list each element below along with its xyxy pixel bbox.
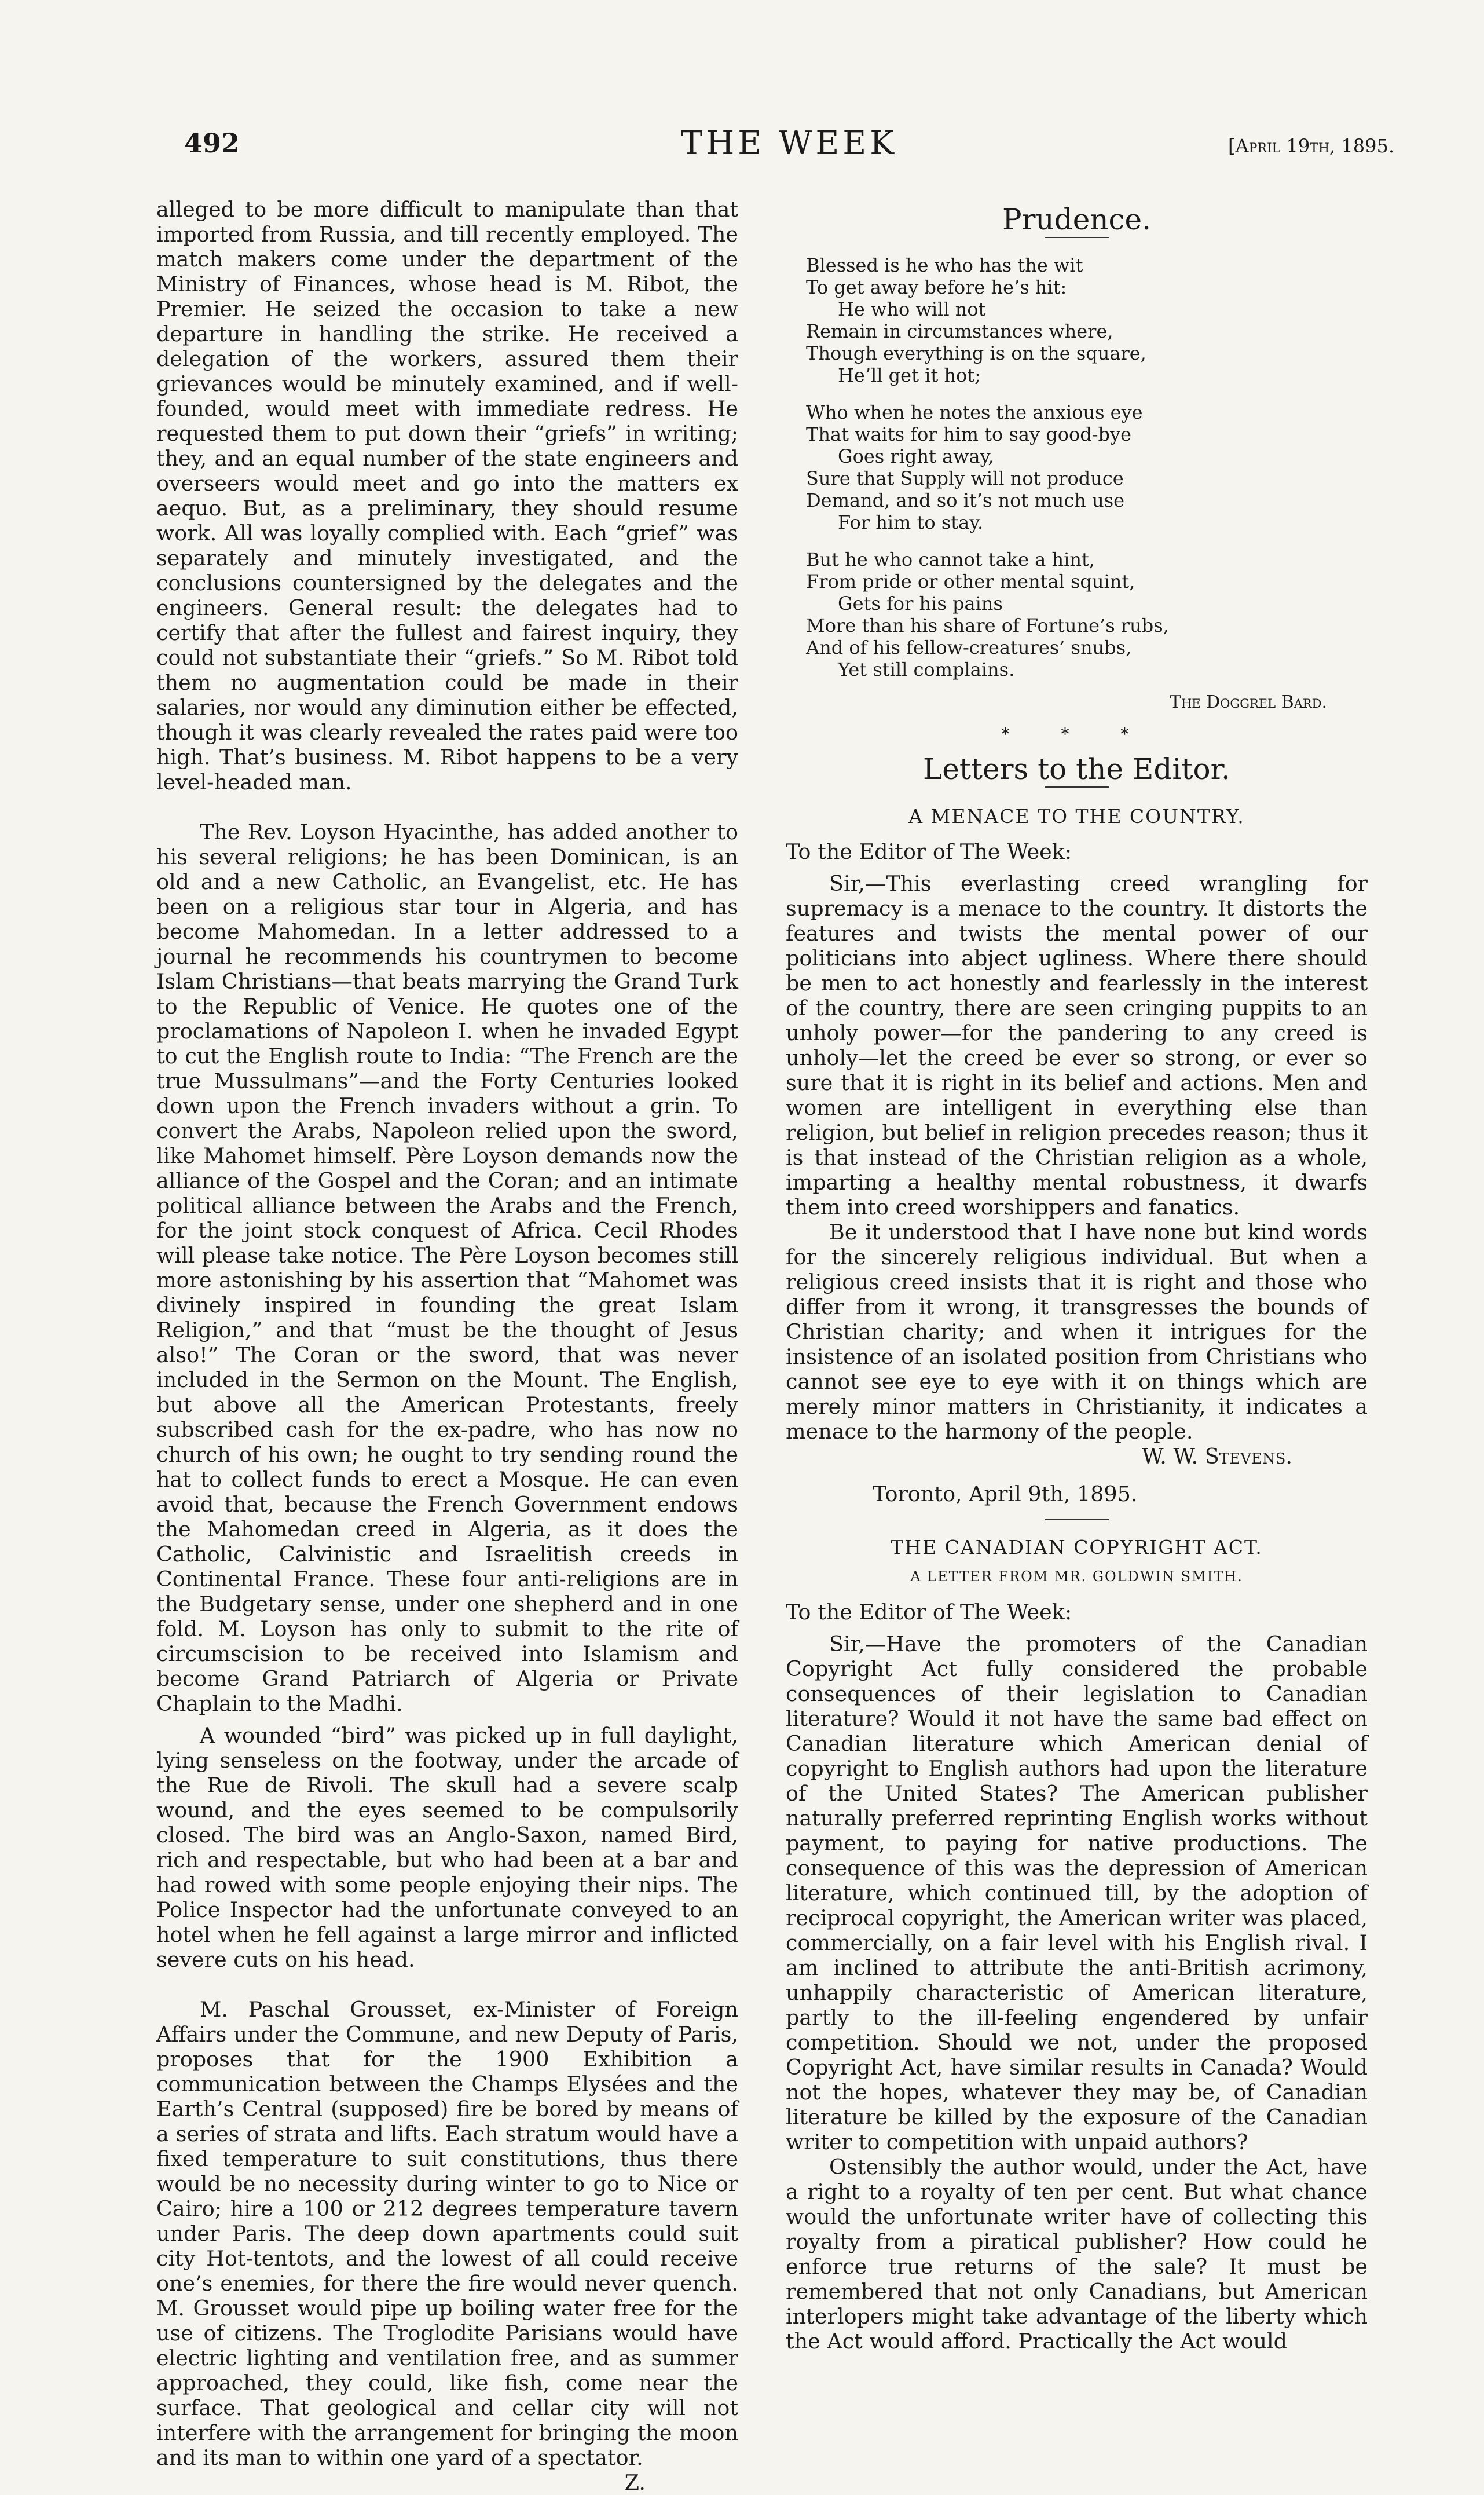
letter-dateline: Toronto, April 9th, 1895.	[873, 1481, 1138, 1506]
poem-line: From pride or other mental squint,	[806, 570, 1135, 592]
poem-author: The Doggrel Bard.	[1169, 692, 1327, 712]
poem-line: For him to stay.	[838, 511, 984, 533]
poem-title: Prudence.	[1002, 203, 1152, 236]
page-header	[184, 125, 1394, 171]
letter-salutation: To the Editor of The Week:	[786, 1600, 1072, 1625]
article-paragraph: The Rev. Loyson Hyacinthe, has added another to his several religions; he has been Dominican, is an old and a new Catholic, an Evangelist, etc. He has been on a religious star tour in Algeria, and has become Mahomedan. In a letter addressed to a journal he recommends his countrymen to become Islam Christians—that beats marrying the Grand Turk to the Republic of Venice. He quotes one of the proclamations of Napoleon I. when he invaded Egypt to cut the English route to India: “The French are the true Mussulmans”—and the Forty Centuries looked down upon the French invaders without a grin. To convert the Arabs, Napoleon relied upon the sword, like Mahomet himself. Père Loyson demands now the alliance of the Gospel and the Coran; and an intimate political alliance between the Arabs and the French, for the joint stock conquest of Africa. Cecil Rhodes will please take notice. The Père Loyson becomes still more astonishing by his assertion that “Mahomet was divinely inspired in founding the great Islam Religion,” and that “must be the thought of Jesus also!” The Coran or the sword, that was never included in the Sermon on the Mount. The English, but above all the American Protestants, freely subscribed cash for the ex-padre, who has now no church of his own; he ought to try sending round the hat to collect funds to erect a Mosque. He can even avoid that, because the French Government endows the Mahomedan creed in Algeria, as it does the Catholic, Calvinistic and Israelitish creeds in Continental France. These four anti-religions are in the Budgetary sense, under one shepherd and in one fold. M. Loyson has only to submit to the rite of circumscision to be received into Islamism and become Grand Patriarch of Algeria or Private Chaplain to the Madhi.	[156, 820, 738, 1716]
letter-signature: W. W. Stevens.	[1142, 1444, 1292, 1469]
issue-date: [April 19th, 1895.	[1228, 135, 1394, 157]
letter-paragraph: Sir,—Have the promoters of the Canadian Copyright Act fully considered the probable consequences of their legislation to Canadian literature? Would it not have the same bad effect on Canadian literature which American denial of copyright to English authors had upon the literature of the United States? The American publisher naturally preferred reprinting English works without payment, to paying for native productions. The consequence of this was the depression of American literature, which continued till, by the adoption of reciprocal copyright, the American writer was placed, commercially, on a fair level with his English rival. I am inclined to attribute the anti-British acrimony, unhappily characteristic of American literature, partly to the ill-feeling engendered by unfair competition. Should we not, under the proposed Copyright Act, have similar results in Canada? Would not the hopes, whatever they may be, of Canadian literature be killed by the exposure of the Canadian writer to competition with unpaid authors?	[786, 1631, 1368, 2154]
poem-line: Sure that Supply will not produce	[806, 467, 1124, 489]
poem-line: Though everything is on the square,	[806, 342, 1146, 364]
poem-line: He who will not	[838, 298, 986, 320]
letter-salutation: To the Editor of The Week:	[786, 839, 1072, 864]
poem-line: To get away before he’s hit:	[806, 276, 1067, 298]
article-paragraph: alleged to be more difficult to manipulate than that imported from Russia, and till recently employed. The match makers come under the department of the Ministry of Finances, whose head is M. Ribot, the Premier. He seized the occasion to take a new departure in handling the strike. He received a delegation of the workers, assured them their grievances would be minutely examined, and if well-founded, would meet with immediate redress. He requested them to put down their “griefs” in writing; they, and an equal number of the state engineers and overseers would meet and go into the matters ex aequo. But, as a preliminary, they should resume work. All was loyally complied with. Each “grief” was separately and minutely investigated, and the conclusions countersigned by the delegates and the engineers. General result: the delegates had to certify that after the fullest and fairest inquiry, they could not substantiate their “griefs.” So M. Ribot told them no augmentation could be made in their salaries, nor would any diminution either be effected, though it was clearly revealed the rates paid were too high. That’s business. M. Ribot happens to be a very level-headed man.	[156, 197, 738, 795]
poem-line: He’ll get it hot;	[838, 364, 981, 386]
letters-title: Letters to the Editor.	[923, 752, 1230, 786]
right-column	[786, 197, 1368, 2354]
poem-line: And of his fellow-creatures’ snubs,	[806, 636, 1132, 658]
poem-line: Remain in circumstances where,	[806, 320, 1113, 342]
poem-stanza	[806, 254, 1368, 386]
letter-paragraph: Ostensibly the author would, under the Act, have a right to a royalty of ten per cent. But what chance would the unfortunate writer have of collecting this royalty from a piratical publisher? How could he enforce true returns of the sale? It must be remembered that not only Canadians, but American interlopers might take advantage of the liberty which the Act would afford. Practically the Act would	[786, 2154, 1368, 2354]
poem-line: That waits for him to say good-bye	[806, 423, 1132, 445]
poem-line: Gets for his pains	[838, 592, 1003, 614]
poem-stanza	[806, 548, 1368, 681]
article-paragraph: M. Paschal Grousset, ex-Minister of Foreign Affairs under the Commune, and new Deputy of Paris, proposes that for the 1900 Exhibition a communication between the Champs Elysées and the Earth’s Central (supposed) fire be bored by means of a series of strata and lifts. Each stratum would have a fixed temperature to suit constitutions, thus there would be no necessity during winter to go to Nice or Cairo; hire a 100 or 212 degrees temperature tavern under Paris. The deep down apartments could suit city Hot-tentots, and the lowest of all could receive one’s enemies, for there the fire would never quench. M. Grousset would pipe up boiling water free for the use of citizens. The Troglodite Parisians would have electric lighting and ventilation free, and as summer approached, they could, like fish, come near the surface. That geological and cellar city will not interfere with the arrangement for bringing the moon and its man to within one yard of a spectator.	[156, 1997, 738, 2470]
poem-line: Goes right away,	[838, 445, 994, 467]
article-signoff: Z.	[624, 2470, 646, 2495]
letter-byline: A LETTER FROM MR. GOLDWIN SMITH.	[910, 1568, 1243, 1585]
poem-line: More than his share of Fortune’s rubs,	[806, 614, 1169, 636]
article-paragraph: A wounded “bird” was picked up in full daylight, lying senseless on the footway, under the arcade of the Rue de Rivoli. The skull had a severe scalp wound, and the eyes seemed to be compulsorily closed. The bird was an Anglo-Saxon, named Bird, rich and respectable, but who had been at a bar and had rowed with some people enjoying their nips. The Police Inspector had the unfortunate conveyed to an hotel when he fell against a large mirror and inflicted severe cuts on his head.	[156, 1723, 738, 1972]
poem	[806, 254, 1368, 681]
divider	[1045, 786, 1109, 788]
poem-stanza	[806, 401, 1368, 533]
letter-paragraph: Sir,—This everlasting creed wrangling for supremacy is a menace to the country. It distorts the features and twists the mental power of our politicians into abject ugliness. Where there should be men to act honestly and fearlessly in the interest of the country, there are seen cringing puppits to an unholy power—for the pandering to any creed is unholy—let the creed be ever so strong, or ever so sure that it is right in its belief and actions. Men and women are intelligent in everything else than religion, but belief in religion precedes reason; thus it is that instead of the Christian religion as a whole, imparting a healthy mental robustness, it dwarfs them into creed worshippers and fanatics.	[786, 871, 1368, 1220]
left-column	[156, 197, 738, 2495]
poem-line: But he who cannot take a hint,	[806, 548, 1095, 570]
letter-heading: THE CANADIAN COPYRIGHT ACT.	[891, 1536, 1263, 1559]
poem-line: Yet still complains.	[838, 658, 1015, 681]
poem-line: Demand, and so it’s not much use	[806, 489, 1125, 511]
poem-line: Blessed is he who has the wit	[806, 254, 1083, 276]
section-stars: * * *	[1001, 725, 1152, 744]
divider	[1045, 237, 1109, 238]
letter-heading: A MENACE TO THE COUNTRY.	[908, 805, 1245, 828]
page-number: 492	[184, 127, 240, 159]
letter-paragraph: Be it understood that I have none but kind words for the sincerely religious individual. But when a religious creed insists that it is right and those who differ from it wrong, it transgresses the bounds of Christian charity; and when it intrigues for the insistence of an isolated position from Christians who cannot see eye to eye with it on things which are merely minor matters in Christianity, it indicates a menace to the harmony of the people.	[786, 1220, 1368, 1444]
poem-line: Who when he notes the anxious eye	[806, 401, 1143, 423]
masthead: THE WEEK	[680, 125, 898, 162]
divider	[1045, 1519, 1109, 1520]
